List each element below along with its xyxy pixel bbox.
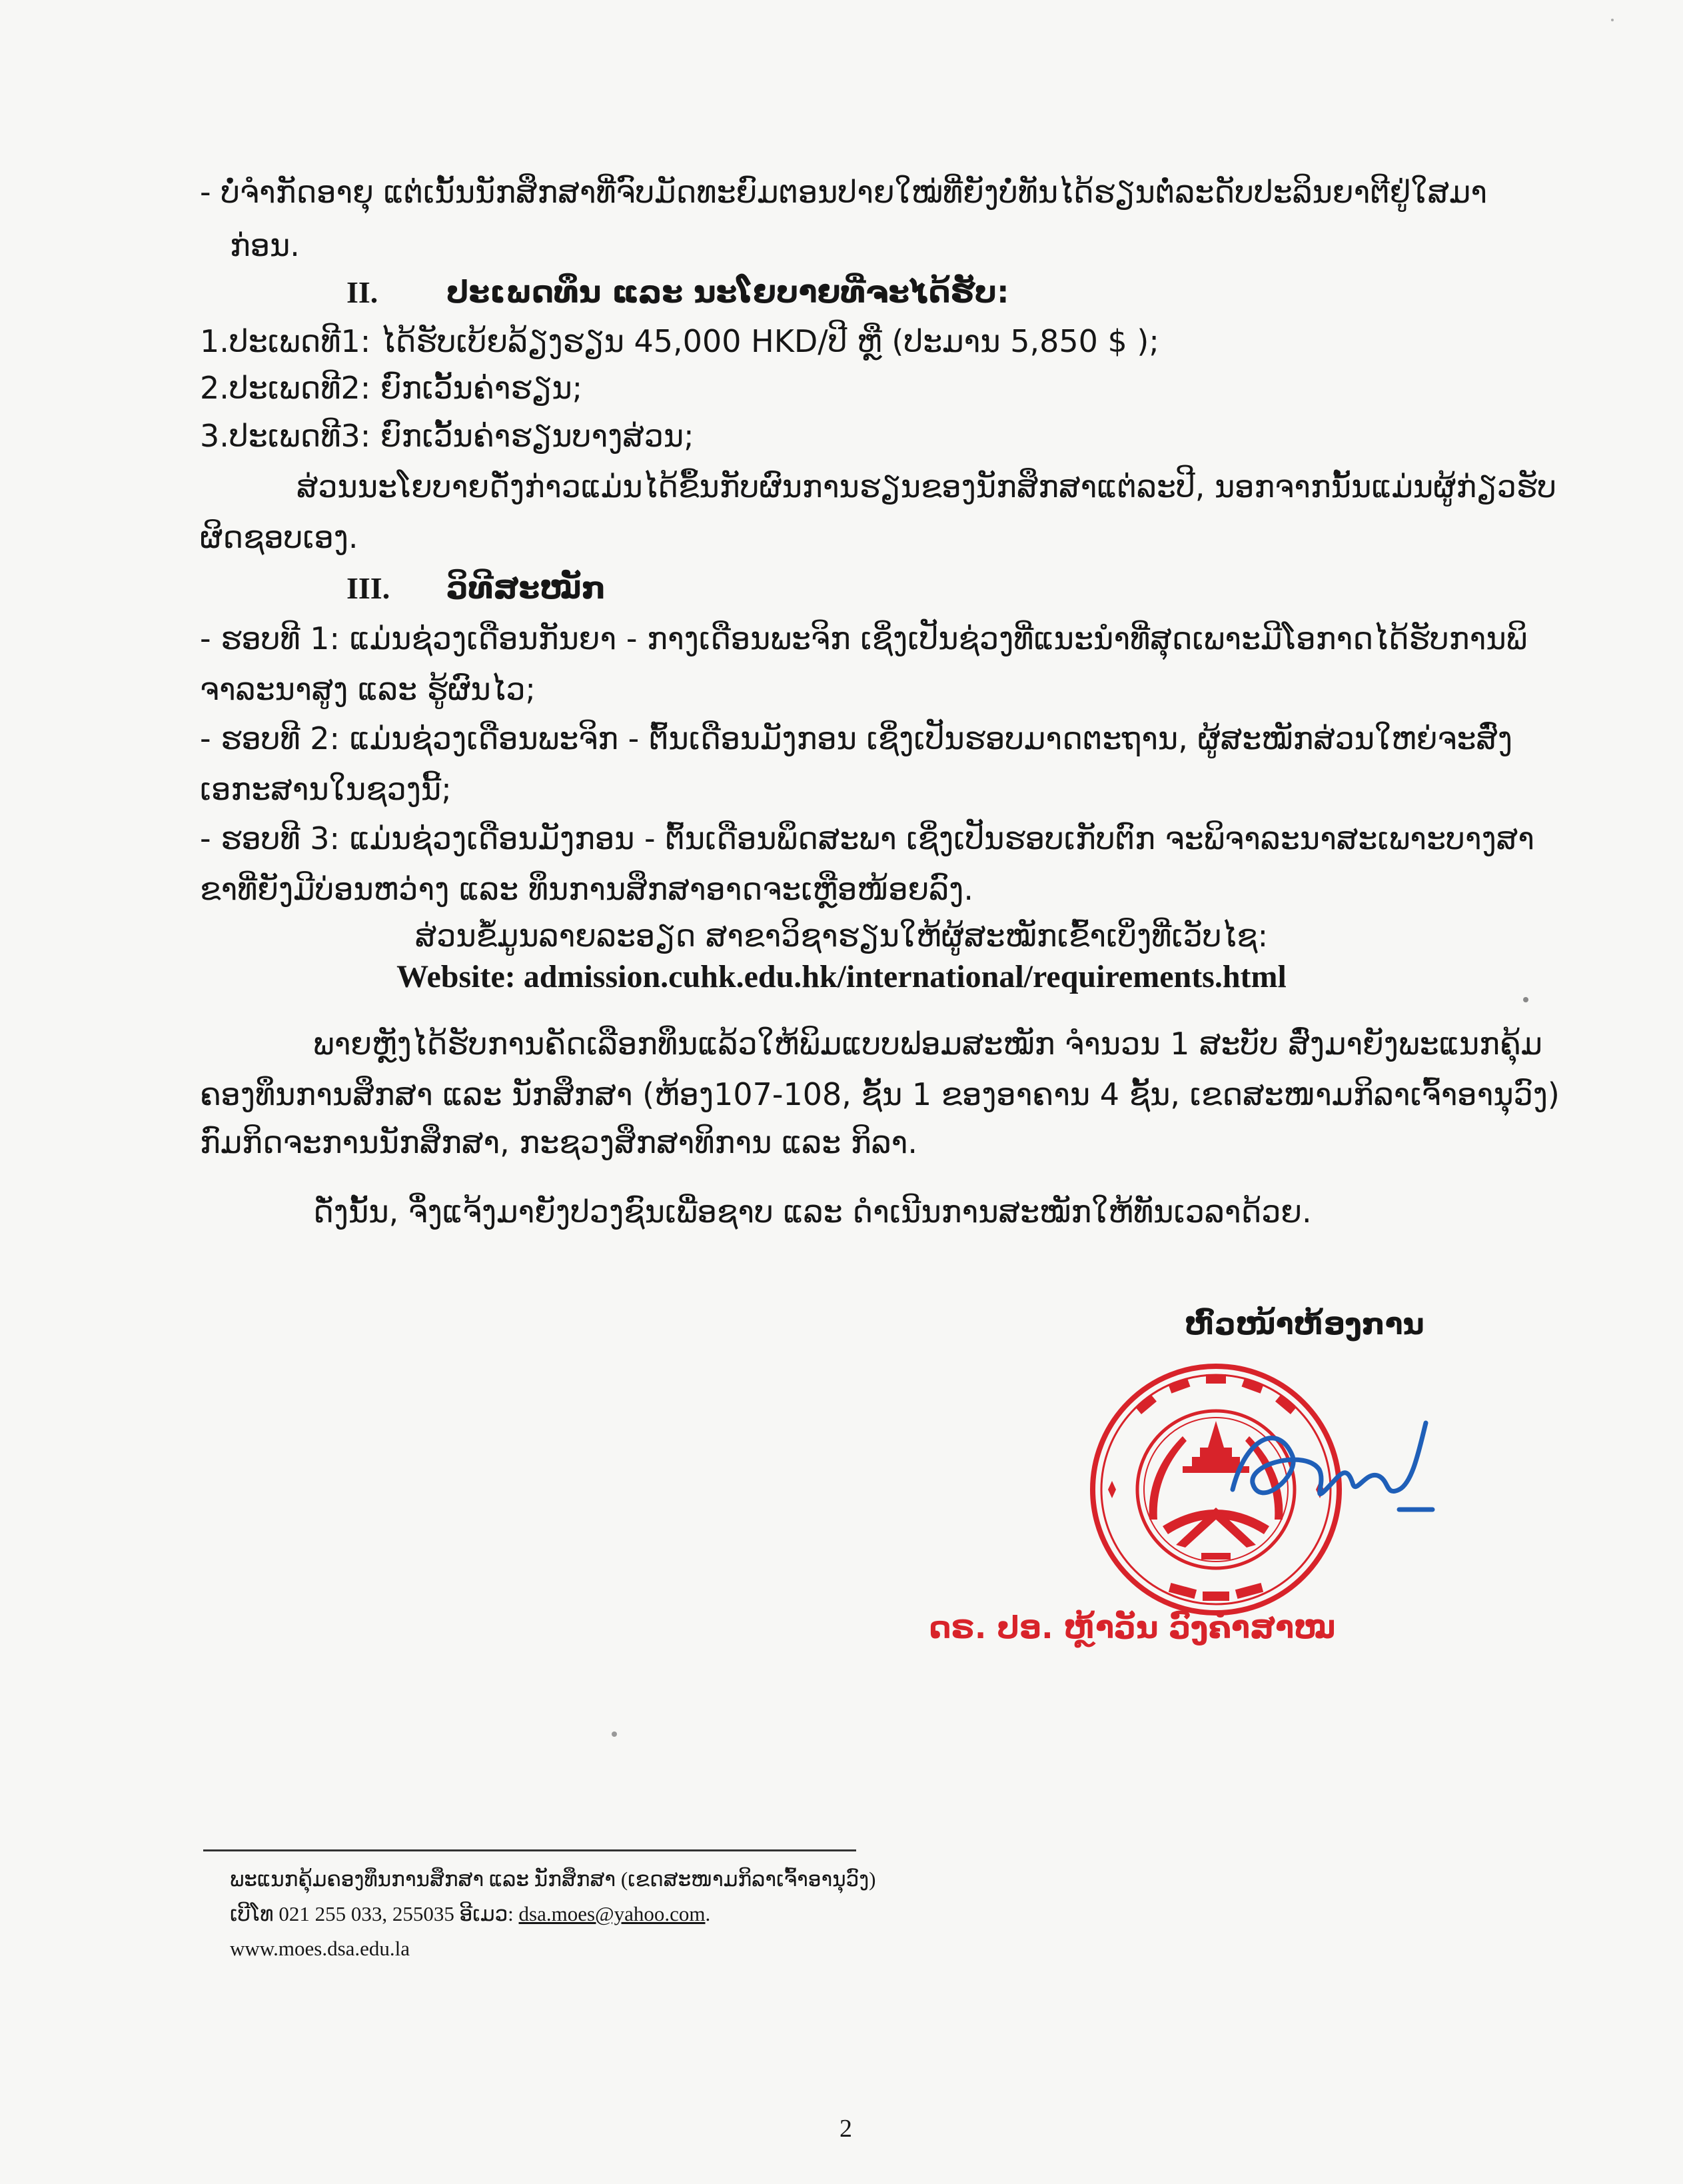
round-2: - ຮອບທີ 2: ແມ່ນຊ່ວງເດືອນພະຈິກ - ຕົ້ນເດືອນມັງກອນ ເຊິ່ງເປັນຮອບມາດຕະຖານ, ຜູ້ສະໝັກສ່ວນໃຫຍ່ຈະສົ່ງ <box>200 720 1513 756</box>
footer-website[interactable]: www.moes.dsa.edu.la <box>230 1937 410 1960</box>
closing-paragraph: ດັ່ງນັ້ນ, ຈຶ່ງແຈ້ງມາຍັງປວງຊົນເພື່ອຊາບ ແລະ ດຳເນີນການສະໝັກໃຫ້ທັນເວລາດ້ວຍ. <box>313 1194 1312 1230</box>
info-line: ສ່ວນຂໍ້ມູນລາຍລະອຽດ ສາຂາວິຊາຮຽນໃຫ້ຜູ້ສະໝັກເຂົ້າເບິ່ງທີ່ເວັບໄຊ: <box>414 918 1269 954</box>
section-number: III. <box>346 571 390 605</box>
round-3: - ຮອບທີ 3: ແມ່ນຊ່ວງເດືອນມັງກອນ - ຕົ້ນເດືອນພຶດສະພາ ເຊິ່ງເປັນຮອບເກັບຕົກ ຈະພິຈາລະນາສະເພາະບາງສາ <box>200 820 1534 856</box>
section-number: II. <box>346 275 378 309</box>
round-1: - ຮອບທີ 1: ແມ່ນຊ່ວງເດືອນກັນຍາ - ກາງເດືອນພະຈິກ ເຊິ່ງເປັນຊ່ວງທີ່ແນະນຳທີ່ສຸດເພາະມີໂອກາດໄດ້ຮັບການພິ <box>200 620 1528 656</box>
submission-paragraph-cont2: ກົມກິດຈະການນັກສຶກສາ, ກະຊວງສຶກສາທິການ ແລະ ກິລາ. <box>200 1124 917 1160</box>
round-2-cont: ເອກະສານໃນຊວງນີ້; <box>200 771 452 807</box>
policy-paragraph: ສ່ວນນະໂຍບາຍດັ່ງກ່າວແມ່ນໄດ້ຂຶ້ນກັບຜົນການຮຽນຂອງນັກສຶກສາແຕ່ລະປີ, ນອກຈາກນັ້ນແມ່ນຜູ້ກ່ຽວຮັບ <box>296 469 1557 505</box>
section-title: ປະເພດທຶນ ແລະ ນະໂຍບາຍທີ່ຈະໄດ້ຮັບ: <box>446 274 1009 310</box>
footer-phone: ເບີໂທ 021 255 033, 255035 ອີເມວ: <box>230 1902 519 1925</box>
signatory-title: ຫົວໜ້າຫ້ອງການ <box>1185 1308 1424 1342</box>
round-3-cont: ຂາທີ່ຍັງມີບ່ອນຫວ່າງ ແລະ ທຶນການສຶກສາອາດຈະເຫຼືອໜ້ອຍລົງ. <box>200 871 973 907</box>
scholarship-type-3: 3.ປະເພດທີ3: ຍົກເວັ້ນຄ່າຮຽນບາງສ່ວນ; <box>200 418 694 454</box>
policy-paragraph-cont: ຜິດຊອບເອງ. <box>200 519 358 555</box>
section-title: ວິທີສະໝັກ <box>446 570 606 606</box>
scholarship-type-1: 1.ປະເພດທີ1: ໄດ້ຮັບເບ້ຍລ້ຽງຮຽນ 45,000 HKD/ປີ ຫຼື (ປະມານ 5,850 $ ); <box>200 323 1159 359</box>
page-number: 2 <box>840 2115 852 2143</box>
scholarship-type-2: 2.ປະເພດທີ2: ຍົກເວັ້ນຄ່າຮຽນ; <box>200 370 583 406</box>
requirement-line-cont: ກ່ອນ. <box>230 227 300 263</box>
footer-email-link[interactable]: dsa.moes@yahoo.com <box>518 1902 706 1925</box>
signatory-name: ດຣ. ປອ. ຫຼ້າວັນ ວົງຄຳສາໝ <box>929 1610 1336 1645</box>
submission-paragraph-cont1: ຄອງທຶນການສຶກສາ ແລະ ນັກສຶກສາ (ຫ້ອງ107-108, ຊັ້ນ 1 ຂອງອາຄານ 4 ຊັ້ນ, ເຂດສະໜາມກິລາເຈົ້າອານຸວົງ) <box>200 1076 1560 1112</box>
requirement-line: - ບໍ່ຈຳກັດອາຍຸ ແຕ່ເນັ້ນນັກສຶກສາທີ່ຈົບມັດທະຍົມຕອນປາຍໃໝ່ທີ່ຍັງບໍ່ທັນໄດ້ຮຽນຕໍ່ລະດັບປະລິນຍາຕີຢູ່ໃສມາ <box>200 174 1488 210</box>
footer-department: ພະແນກຄຸ້ມຄອງທຶນການສຶກສາ ແລະ ນັກສຶກສາ (ເຂດສະໜາມກິລາເຈົ້າອານຸວົງ) <box>230 1867 876 1891</box>
footer-contact-end: . <box>705 1902 711 1925</box>
submission-paragraph: ພາຍຫຼັງໄດ້ຮັບການຄັດເລືອກທຶນແລ້ວໃຫ້ພິມແບບຟອມສະໝັກ ຈຳນວນ 1 ສະບັບ ສົ່ງມາຍັງພະແນກຄຸ້ມ <box>313 1026 1542 1062</box>
round-1-cont: ຈາລະນາສູງ ແລະ ຮູ້ຜົນໄວ; <box>200 671 536 707</box>
website-link[interactable]: Website: admission.cuhk.edu.hk/international/requirements.html <box>396 959 1287 994</box>
